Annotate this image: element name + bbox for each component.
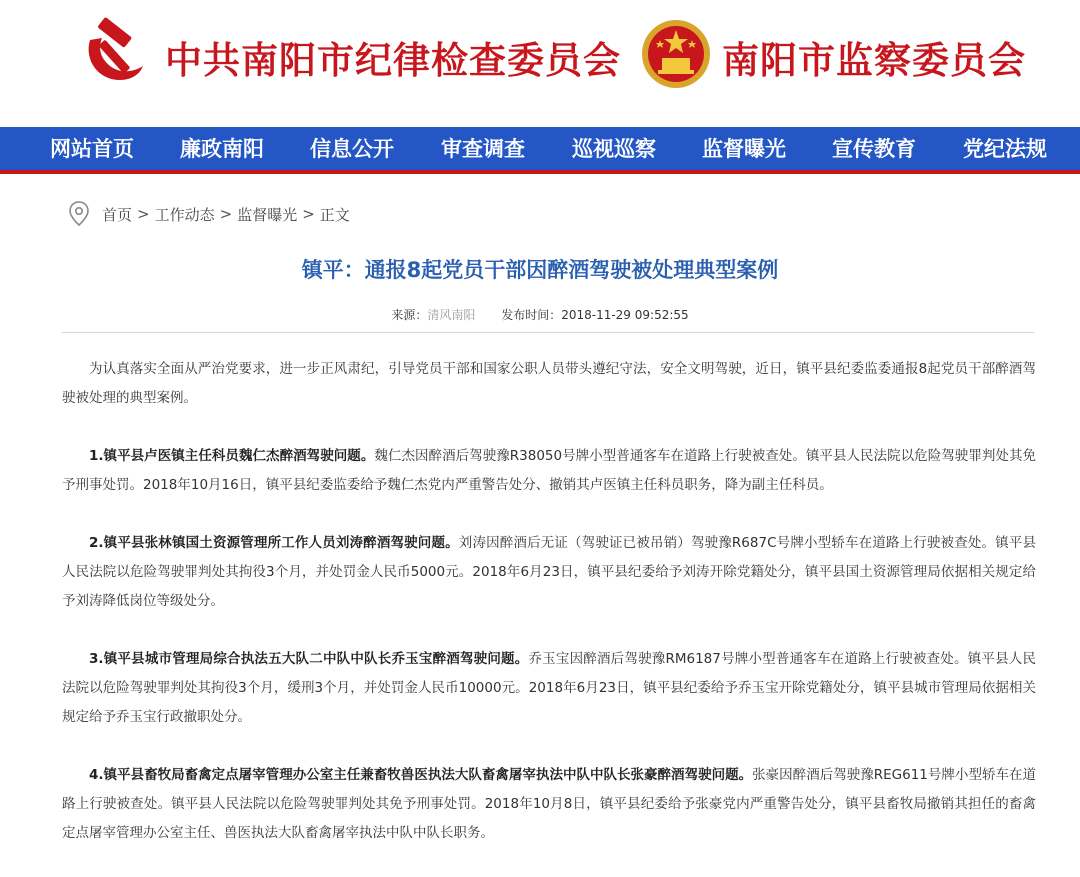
case-heading: 3.镇平县城市管理局综合执法五大队二中队中队长乔玉宝醉酒驾驶问题。 — [89, 651, 529, 667]
nav-item-regulations[interactable]: 党纪法规 — [963, 136, 1047, 161]
hammer-sickle-icon — [80, 20, 146, 86]
case-body: 乔玉宝因醉酒后驾驶豫RM6187号牌小型普通客车在道路上行驶被查处。镇平县人民法院以危险驾驶罪判处其拘役3个月，缓刑3个月，并处罚金人民币10000元。2018年6月23日，镇平县纪委给予乔玉宝开除党籍处分，镇平县城市管理局依据相关规定给予乔玉宝行政撤职处分。 — [62, 651, 1036, 725]
breadcrumb-exposure[interactable]: 监督曝光 — [237, 205, 298, 224]
breadcrumb — [66, 200, 350, 228]
case-heading: 1.镇平县卢医镇主任科员魏仁杰醉酒驾驶问题。 — [89, 448, 375, 464]
intro-paragraph: 为认真落实全面从严治党要求，进一步正风肃纪，引导党员干部和国家公职人员带头遵纪守法，安全文明驾驶，近日，镇平县纪委监委通报8起党员干部醉酒驾驶被处理的典型案例。 — [62, 361, 1036, 406]
case-paragraph — [62, 645, 1036, 732]
source-label: 来源： — [391, 308, 428, 322]
article-title: 镇平：通报8起党员干部因醉酒驾驶被处理典型案例 — [301, 258, 779, 282]
breadcrumb-separator: > — [137, 205, 150, 223]
article-body — [62, 355, 1036, 877]
nav-item-lianzheng[interactable]: 廉政南阳 — [180, 136, 264, 161]
source-value: 清风南阳 — [427, 308, 476, 322]
breadcrumb-work-news[interactable]: 工作动态 — [154, 205, 215, 224]
case-paragraph — [62, 529, 1036, 616]
case-paragraph — [62, 442, 1036, 500]
nav-item-exposure[interactable]: 监督曝光 — [702, 136, 786, 161]
breadcrumb-separator: > — [302, 205, 315, 223]
case-body: 张豪因醉酒后驾驶豫REG611号牌小型轿车在道路上行驶被查处。镇平县人民法院以危险驾驶罪判处其免予刑事处罚。2018年10月8日，镇平县纪委给予张豪党内严重警告处分，镇平县畜牧局撤销其担任的畜禽定点屠宰管理办公室主任、兽医执法大队畜禽屠宰执法中队中队长职务。 — [62, 767, 1036, 841]
nav-item-info[interactable]: 信息公开 — [310, 136, 394, 161]
breadcrumb-current: 正文 — [319, 205, 350, 224]
time-value: 2018-11-29 09:52:55 — [561, 308, 689, 322]
case-body: 魏仁杰因醉酒后驾驶豫R38050号牌小型普通客车在道路上行驶被查处。镇平县人民法院以危险驾驶罪判处其免予刑事处罚。2018年10月16日，镇平县纪委监委给予魏仁杰党内严重警告处分、撤销其卢医镇主任科员职务，降为副主任科员。 — [62, 448, 1036, 493]
article-meta — [0, 306, 1080, 323]
site-header — [0, 0, 1080, 127]
breadcrumb-separator: > — [219, 205, 233, 223]
nav-item-education[interactable]: 宣传教育 — [832, 136, 916, 161]
breadcrumb-home[interactable]: 首页 — [102, 205, 133, 224]
case-body: 刘涛因醉酒后无证（驾驶证已被吊销）驾驶豫R687C号牌小型轿车在道路上行驶被查处。镇平县人民法院以危险驾驶罪判处其拘役3个月，并处罚金人民币5000元。2018年6月23日，镇平县纪委给予刘涛开除党籍处分，镇平县国土资源管理局依据相关规定给予刘涛降低岗位等级处分。 — [62, 535, 1036, 609]
nav-item-home[interactable]: 网站首页 — [50, 136, 134, 161]
nav-item-investigation[interactable]: 审查调查 — [441, 136, 525, 161]
case-paragraph — [62, 761, 1036, 848]
supervision-commission-title: 南阳市监察委员会 — [722, 38, 1026, 82]
location-pin-icon — [66, 200, 92, 228]
main-nav — [0, 127, 1080, 174]
case-heading: 4.镇平县畜牧局畜禽定点屠宰管理办公室主任兼畜牧兽医执法大队畜禽屠宰执法中队中队长张豪醉酒驾驶问题。 — [89, 767, 753, 783]
nav-item-inspection[interactable]: 巡视巡察 — [572, 136, 656, 161]
cpc-commission-title: 中共南阳市纪律检查委员会 — [165, 38, 621, 82]
time-label: 发布时间： — [501, 308, 562, 322]
case-heading: 2.镇平县张林镇国土资源管理所工作人员刘涛醉酒驾驶问题。 — [89, 535, 459, 551]
national-emblem-icon — [640, 18, 712, 90]
divider — [62, 332, 1034, 333]
